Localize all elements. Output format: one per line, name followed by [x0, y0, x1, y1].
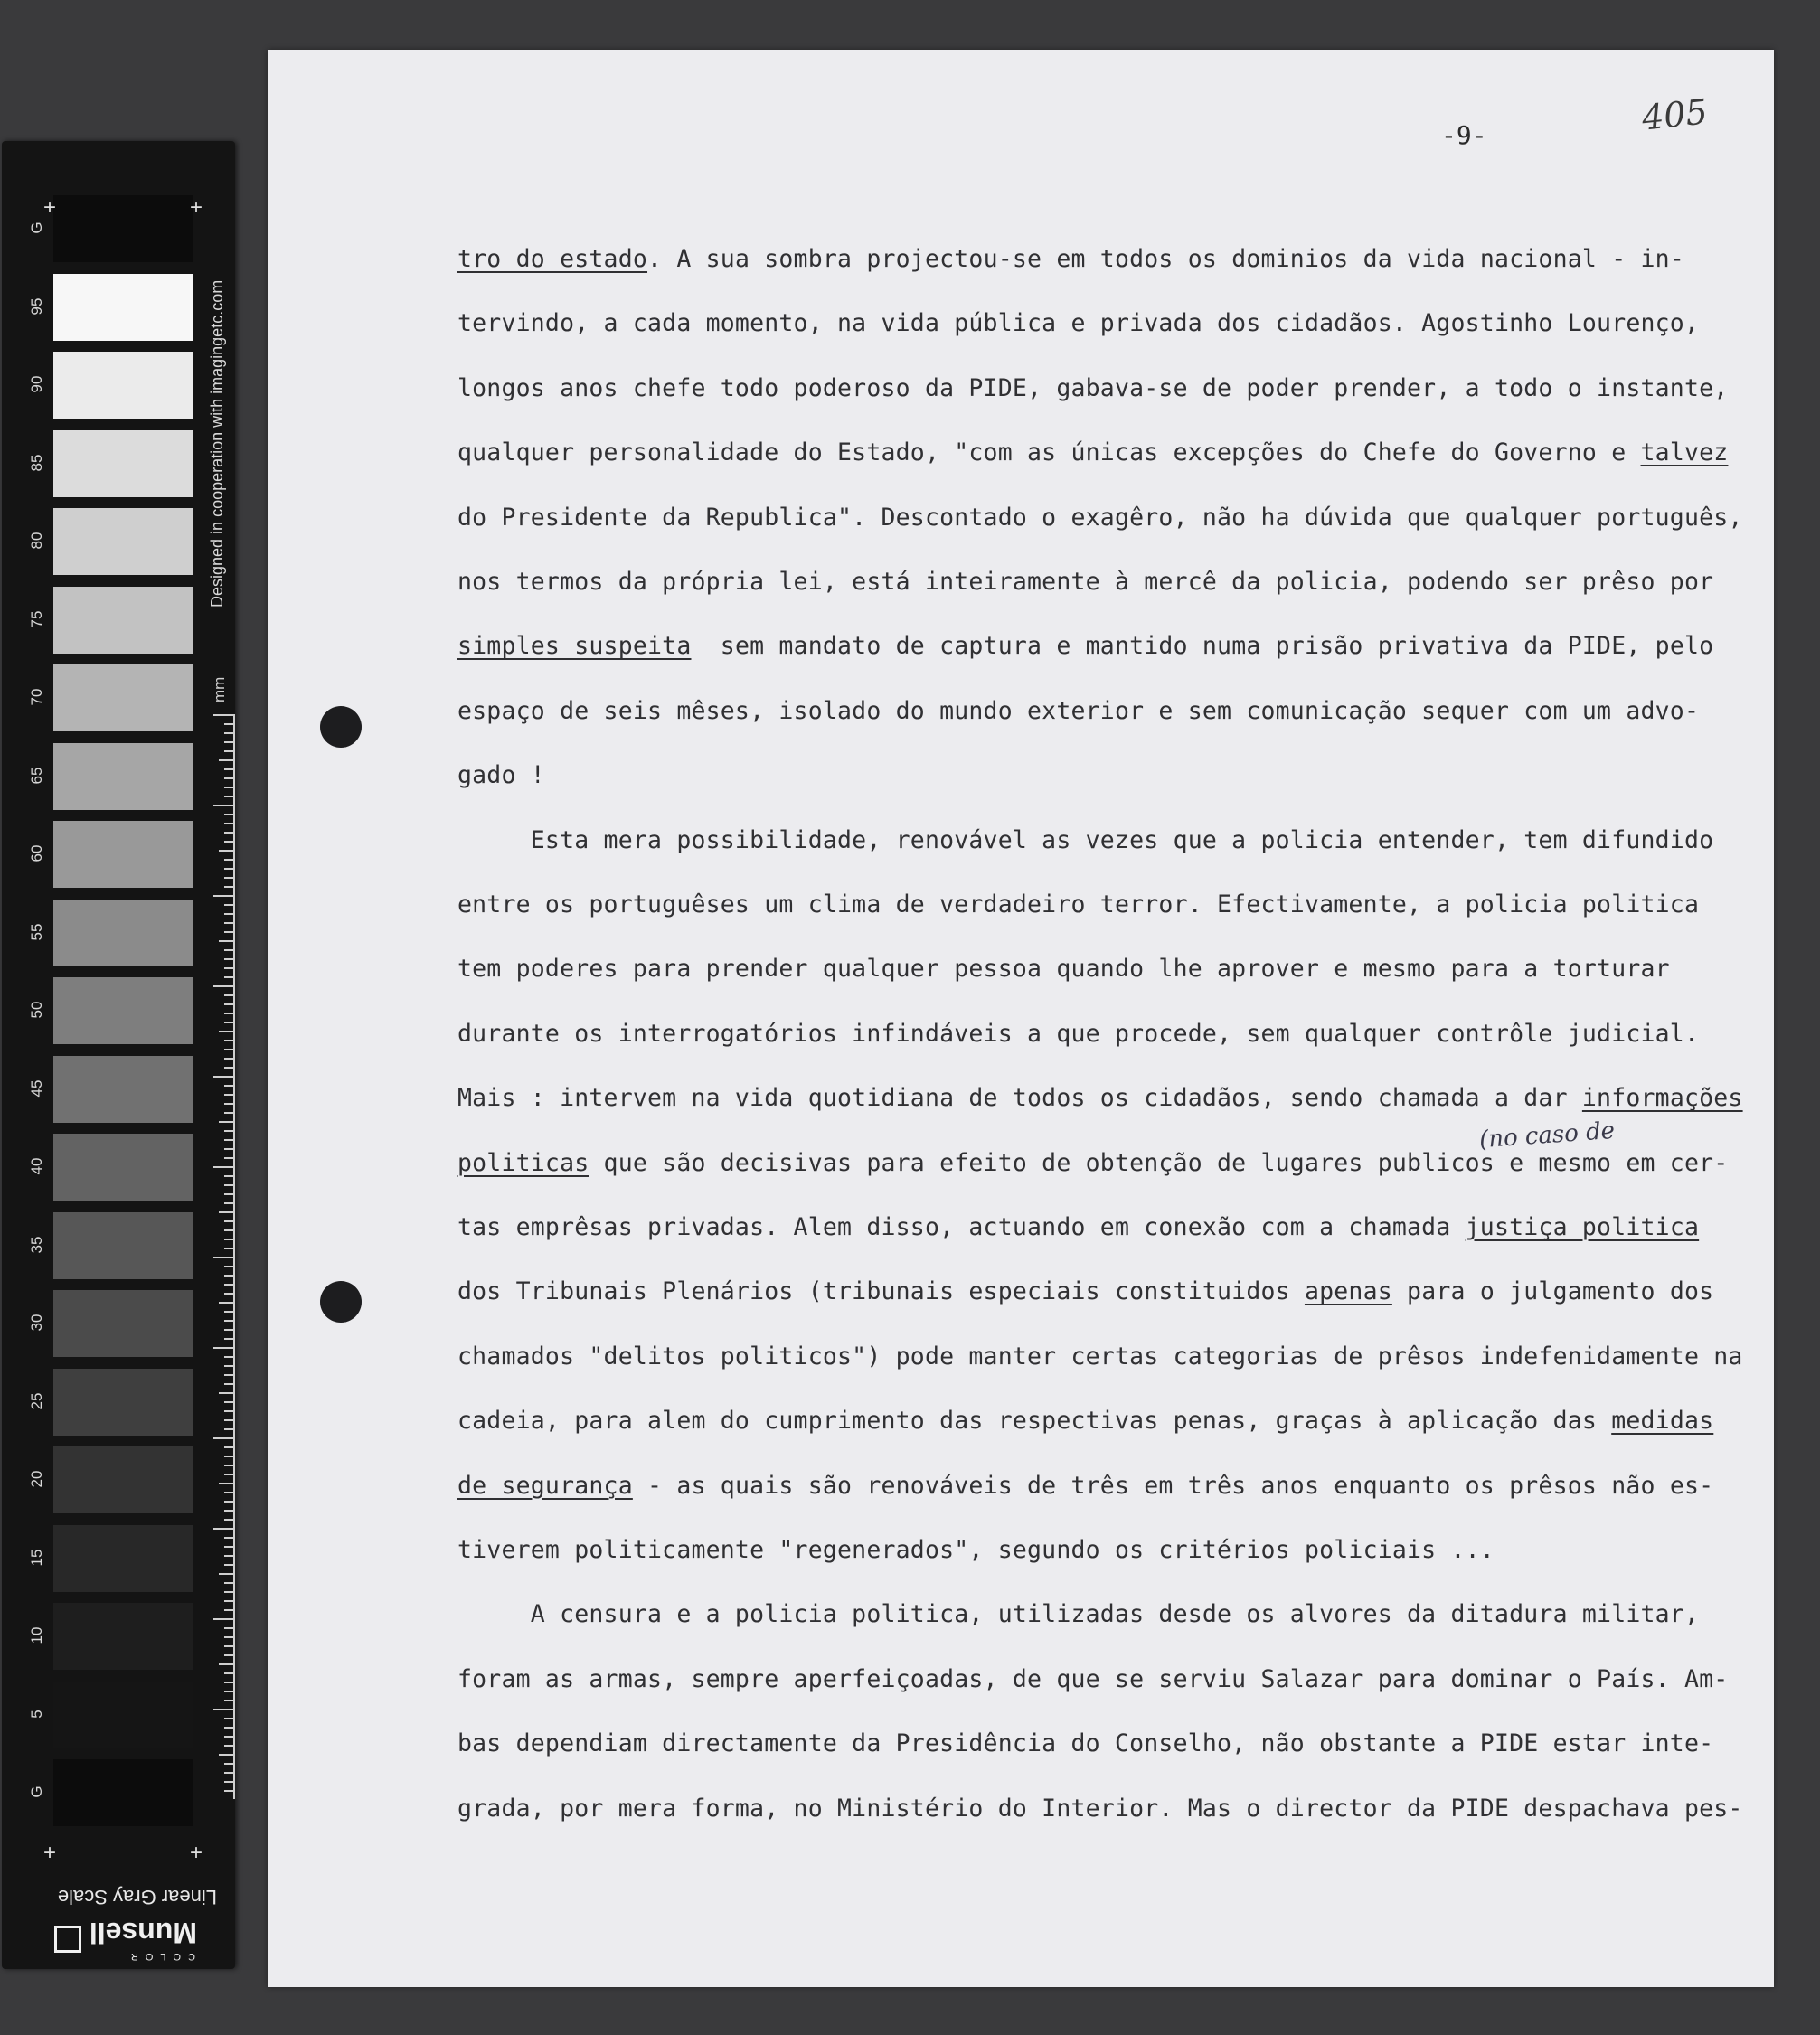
line-segment: entre os portuguêses um clima de verdadeiro terror. Efectivamente, a policia politica	[457, 890, 1700, 919]
text-line	[457, 1147, 1728, 1180]
cooperation-credit: Designed in cooperation with imagingetc.com	[208, 279, 226, 608]
gray-patch	[53, 900, 193, 966]
handwritten-annotation: (no caso de	[1478, 1116, 1617, 1154]
ruler-tick	[224, 1329, 233, 1331]
ruler-unit-label: mm	[211, 676, 228, 702]
ruler-tick	[224, 1085, 233, 1087]
text-line	[457, 759, 545, 792]
ruler-tick	[224, 723, 233, 725]
munsell-logo	[52, 1915, 197, 1962]
gray-patch	[53, 1446, 193, 1513]
ruler-tick	[224, 777, 233, 779]
ruler-tick	[213, 1166, 233, 1168]
gray-patch-label: G	[28, 1785, 45, 1798]
gray-patch	[53, 664, 193, 731]
ruler-tick	[224, 1022, 233, 1023]
gray-patch-label: 30	[28, 1314, 45, 1332]
ruler-tick	[224, 1383, 233, 1385]
ruler-tick	[224, 787, 233, 788]
ruler-tick	[224, 1103, 233, 1105]
ruler-tick	[224, 1645, 233, 1647]
line-segment: chamados "delitos politicos") pode manter certas categorias de prêsos indefenidamente na	[457, 1342, 1743, 1371]
gray-patch	[53, 508, 193, 575]
text-line	[457, 307, 1699, 340]
ruler-tick	[224, 1356, 233, 1358]
document-page	[268, 50, 1774, 1987]
line-segment: para o julgamento dos	[1391, 1277, 1714, 1306]
gray-patch	[53, 821, 193, 888]
gray-patch-label: 15	[28, 1549, 45, 1566]
ruler-tick	[219, 1121, 233, 1123]
text-line	[457, 1793, 1743, 1825]
ruler-tick	[219, 1031, 233, 1032]
line-segment: dos Tribunais Plenários (tribunais especiais constituidos	[457, 1277, 1305, 1306]
text-line	[457, 1728, 1713, 1760]
ruler-tick	[224, 1410, 233, 1412]
gray-patch	[53, 587, 193, 654]
ruler-tick	[224, 1338, 233, 1340]
ruler-tick	[219, 1392, 233, 1394]
line-segment: espaço de seis mêses, isolado do mundo exterior e sem comunicação sequer com um advo-	[457, 696, 1700, 725]
ruler-tick	[224, 1401, 233, 1403]
ruler-tick	[224, 1202, 233, 1204]
ruler-tick	[224, 1672, 233, 1674]
mm-ruler	[208, 714, 237, 1799]
punch-hole	[320, 1281, 362, 1323]
ruler-tick	[224, 1139, 233, 1141]
ruler-tick	[224, 958, 233, 960]
gray-patch	[53, 977, 193, 1044]
line-segment: gado !	[457, 761, 545, 790]
gray-patch	[53, 1603, 193, 1670]
underlined-phrase: medidas	[1611, 1407, 1714, 1436]
gray-patch-label: 75	[28, 610, 45, 627]
ruler-tick	[224, 1239, 233, 1240]
ruler-tick	[224, 859, 233, 861]
ruler-tick	[224, 1474, 233, 1475]
ruler-line	[233, 714, 235, 1799]
line-segment: tem poderes para prender qualquer pessoa quando lhe aprover e mesmo para a torturar	[457, 955, 1670, 984]
ruler-tick	[219, 1754, 233, 1756]
ruler-tick	[224, 1745, 233, 1747]
ruler-tick	[224, 886, 233, 888]
ruler-tick	[213, 1528, 233, 1530]
ruler-tick	[224, 1772, 233, 1774]
ruler-tick	[224, 1582, 233, 1584]
underlined-phrase: apenas	[1304, 1277, 1392, 1306]
ruler-tick	[224, 1184, 233, 1186]
text-line	[457, 1018, 1699, 1050]
ruler-tick	[224, 1365, 233, 1367]
ruler-tick	[224, 814, 233, 815]
registration-mark: +	[43, 195, 57, 220]
text-line	[457, 1405, 1713, 1437]
ruler-tick	[224, 1465, 233, 1466]
gray-patch-label: 70	[28, 688, 45, 706]
ruler-tick	[213, 1076, 233, 1078]
line-segment: - as quais são renováveis de três em três anos enquanto os prêsos não es-	[632, 1471, 1714, 1500]
ruler-tick	[224, 1040, 233, 1041]
gray-patch	[53, 430, 193, 497]
underlined-phrase: talvez	[1640, 438, 1729, 467]
gray-patch-label: 40	[28, 1157, 45, 1175]
text-line	[457, 889, 1699, 921]
text-line	[457, 1082, 1743, 1115]
gray-patch	[53, 1525, 193, 1592]
ruler-tick	[224, 1148, 233, 1150]
line-segment: tas emprêsas privadas. Alem disso, actuando em conexão com a chamada	[457, 1213, 1466, 1241]
gray-patch-label: 80	[28, 532, 45, 550]
scale-title: Linear Gray Scale	[57, 1886, 217, 1908]
text-line	[457, 1598, 1699, 1631]
ruler-tick	[224, 732, 233, 734]
ruler-tick	[213, 1709, 233, 1710]
gray-patch-label: 60	[28, 844, 45, 862]
ruler-tick	[224, 1311, 233, 1313]
ruler-tick	[224, 976, 233, 978]
ruler-tick	[224, 949, 233, 951]
ruler-tick	[224, 1220, 233, 1222]
ruler-tick	[224, 741, 233, 743]
ruler-tick	[219, 1211, 233, 1213]
gray-patch-label: G	[28, 221, 45, 234]
ruler-tick	[224, 1510, 233, 1512]
ruler-tick	[224, 1112, 233, 1114]
ruler-tick	[224, 823, 233, 824]
line-segment: cadeia, para alem do cumprimento das respectivas penas, graças à aplicação das	[457, 1407, 1612, 1436]
ruler-tick	[224, 1456, 233, 1457]
registration-mark: +	[190, 195, 203, 220]
underlined-phrase: tro do estado	[457, 245, 648, 273]
line-segment: A censura e a policia politica, utilizadas desde os alvores da ditadura militar,	[457, 1600, 1700, 1629]
munsell-word: Munsell	[89, 1917, 197, 1949]
line-segment: nos termos da própria lei, está inteiramente à mercê da policia, podendo ser prêso por	[457, 568, 1714, 596]
ruler-tick	[224, 1781, 233, 1783]
ruler-tick	[224, 1428, 233, 1430]
line-segment: grada, por mera forma, no Ministério do Interior. Mas o director da PIDE despachava pes-	[457, 1794, 1743, 1823]
gray-patch-label: 5	[28, 1709, 45, 1719]
text-line	[457, 695, 1699, 728]
ruler-tick	[224, 1600, 233, 1602]
ruler-tick	[224, 1636, 233, 1638]
gray-patch	[53, 352, 193, 419]
ruler-tick	[224, 868, 233, 870]
text-line	[457, 1534, 1495, 1567]
munsell-grid-icon	[54, 1926, 81, 1953]
ruler-tick	[224, 1293, 233, 1295]
punch-hole	[320, 706, 362, 748]
ruler-tick	[213, 985, 233, 987]
ruler-tick	[224, 877, 233, 879]
ruler-tick	[213, 1257, 233, 1258]
underlined-phrase: simples suspeita	[457, 632, 692, 661]
line-segment: tiverem politicamente "regenerados", segundo os critérios policiais ...	[457, 1536, 1495, 1564]
ruler-tick	[224, 1654, 233, 1656]
text-line	[457, 372, 1728, 405]
ruler-tick	[224, 1691, 233, 1692]
line-segment: Mais : intervem na vida quotidiana de todos os cidadãos, sendo chamada a dar	[457, 1084, 1582, 1113]
gray-patch	[53, 1759, 193, 1826]
ruler-tick	[224, 1564, 233, 1566]
ruler-tick	[224, 1790, 233, 1792]
text-line	[457, 630, 1713, 663]
gray-patch-label: 95	[28, 297, 45, 315]
text-line	[457, 1663, 1728, 1696]
munsell-color-word: COLOR	[123, 1951, 195, 1962]
gray-patch-label: 50	[28, 1001, 45, 1019]
text-line	[457, 824, 1713, 857]
ruler-tick	[224, 1537, 233, 1539]
gray-patch-label: 65	[28, 767, 45, 784]
ruler-tick	[224, 1700, 233, 1701]
ruler-tick	[224, 1682, 233, 1683]
gray-scale-card	[2, 141, 235, 1969]
gray-patch-label: 85	[28, 454, 45, 471]
ruler-tick	[224, 1419, 233, 1421]
ruler-tick	[224, 913, 233, 915]
ruler-tick	[213, 805, 233, 806]
gray-patch-label: 20	[28, 1470, 45, 1488]
ruler-tick	[224, 1627, 233, 1629]
line-segment: bas dependiam directamente da Presidência do Conselho, não obstante a PIDE estar inte-	[457, 1729, 1714, 1758]
ruler-tick	[224, 1013, 233, 1014]
ruler-tick	[224, 1609, 233, 1611]
gray-patch-label: 10	[28, 1626, 45, 1644]
gray-patch	[53, 1212, 193, 1279]
ruler-tick	[224, 1067, 233, 1069]
gray-patch	[53, 1290, 193, 1357]
ruler-tick	[224, 1546, 233, 1548]
line-segment: tervindo, a cada momento, na vida pública e privada dos cidadãos. Agostinho Lourenço,	[457, 309, 1700, 338]
line-segment: que são decisivas para efeito de obtenção de lugares publicos e mesmo em cer-	[589, 1148, 1729, 1177]
page-number: -9-	[1441, 120, 1487, 150]
gray-patch	[53, 1056, 193, 1123]
gray-patch-label: 45	[28, 1079, 45, 1097]
ruler-tick	[219, 1573, 233, 1575]
ruler-tick	[224, 1058, 233, 1060]
ruler-tick	[213, 1347, 233, 1349]
ruler-tick	[224, 1049, 233, 1050]
ruler-tick	[213, 895, 233, 897]
ruler-tick	[224, 922, 233, 924]
ruler-tick	[224, 967, 233, 969]
underlined-phrase: de segurança	[457, 1471, 633, 1500]
ruler-tick	[224, 1266, 233, 1267]
gray-patch	[53, 274, 193, 341]
text-line	[457, 566, 1713, 598]
text-line	[457, 437, 1728, 469]
ruler-tick	[224, 1229, 233, 1231]
ruler-tick	[219, 1302, 233, 1304]
ruler-tick	[224, 1763, 233, 1765]
line-segment: qualquer personalidade do Estado, "com as únicas excepções do Chefe do Governo e	[457, 438, 1641, 467]
ruler-tick	[224, 1175, 233, 1177]
text-line	[457, 1276, 1713, 1308]
ruler-tick	[224, 768, 233, 770]
ruler-tick	[224, 1275, 233, 1277]
ruler-tick	[224, 1519, 233, 1521]
line-segment: Esta mera possibilidade, renovável as vezes que a policia entender, tem difundido	[457, 825, 1714, 854]
gray-patch-label: 35	[28, 1236, 45, 1253]
registration-mark: +	[190, 1841, 203, 1865]
ruler-tick	[213, 714, 233, 716]
gray-patch	[53, 1134, 193, 1201]
gray-patch-label: 25	[28, 1392, 45, 1409]
underlined-phrase: informações	[1581, 1084, 1743, 1113]
gray-patch	[53, 743, 193, 810]
ruler-tick	[224, 1320, 233, 1322]
handwritten-folio-number: 405	[1639, 91, 1710, 138]
gray-patch	[53, 1682, 193, 1748]
ruler-tick	[224, 904, 233, 906]
ruler-tick	[213, 1618, 233, 1620]
ruler-tick	[219, 759, 233, 761]
ruler-tick	[224, 1591, 233, 1593]
registration-mark: +	[43, 1841, 57, 1865]
ruler-tick	[224, 796, 233, 797]
text-line	[457, 1341, 1743, 1373]
ruler-tick	[224, 1374, 233, 1376]
underlined-phrase: politicas	[457, 1148, 589, 1177]
ruler-tick	[219, 940, 233, 942]
text-line	[457, 1211, 1699, 1244]
underlined-phrase: justiça politica	[1465, 1213, 1700, 1241]
ruler-tick	[224, 750, 233, 752]
ruler-tick	[224, 931, 233, 933]
ruler-tick	[224, 1157, 233, 1159]
text-line	[457, 1470, 1713, 1503]
ruler-tick	[224, 1718, 233, 1719]
text-line	[457, 953, 1670, 985]
ruler-tick	[219, 1483, 233, 1484]
ruler-tick	[224, 1446, 233, 1448]
ruler-tick	[219, 1663, 233, 1665]
line-segment: do Presidente da Republica". Descontado o exagêro, não ha dúvida que qualquer português,	[457, 503, 1743, 532]
ruler-tick	[224, 1248, 233, 1249]
ruler-tick	[224, 1193, 233, 1195]
line-segment: sem mandato de captura e mantido numa prisão privativa da PIDE, pelo	[691, 632, 1714, 661]
ruler-tick	[224, 832, 233, 834]
gray-patch	[53, 195, 193, 262]
ruler-tick	[224, 1492, 233, 1493]
ruler-tick	[224, 1094, 233, 1096]
gray-patch-label: 55	[28, 923, 45, 940]
text-line	[457, 243, 1684, 276]
ruler-tick	[224, 994, 233, 996]
ruler-tick	[224, 841, 233, 843]
ruler-tick	[224, 1130, 233, 1132]
gray-patch-label: 90	[28, 375, 45, 393]
line-segment: durante os interrogatórios infindáveis a que procede, sem qualquer contrôle judicial.	[457, 1019, 1700, 1048]
line-segment: foram as armas, sempre aperfeiçoadas, de que se serviu Salazar para dominar o País. Am-	[457, 1664, 1729, 1693]
ruler-tick	[224, 1555, 233, 1557]
ruler-tick	[219, 850, 233, 852]
ruler-tick	[224, 1501, 233, 1503]
ruler-tick	[213, 1437, 233, 1439]
ruler-tick	[224, 1727, 233, 1729]
line-segment: . A sua sombra projectou-se em todos os dominios da vida nacional - in-	[647, 245, 1684, 273]
line-segment: longos anos chefe todo poderoso da PIDE, gabava-se de poder prender, a todo o instante,	[457, 373, 1729, 402]
text-line	[457, 502, 1743, 534]
ruler-tick	[224, 1284, 233, 1286]
ruler-tick	[224, 1736, 233, 1738]
gray-patch	[53, 1369, 193, 1436]
ruler-tick	[224, 1003, 233, 1005]
